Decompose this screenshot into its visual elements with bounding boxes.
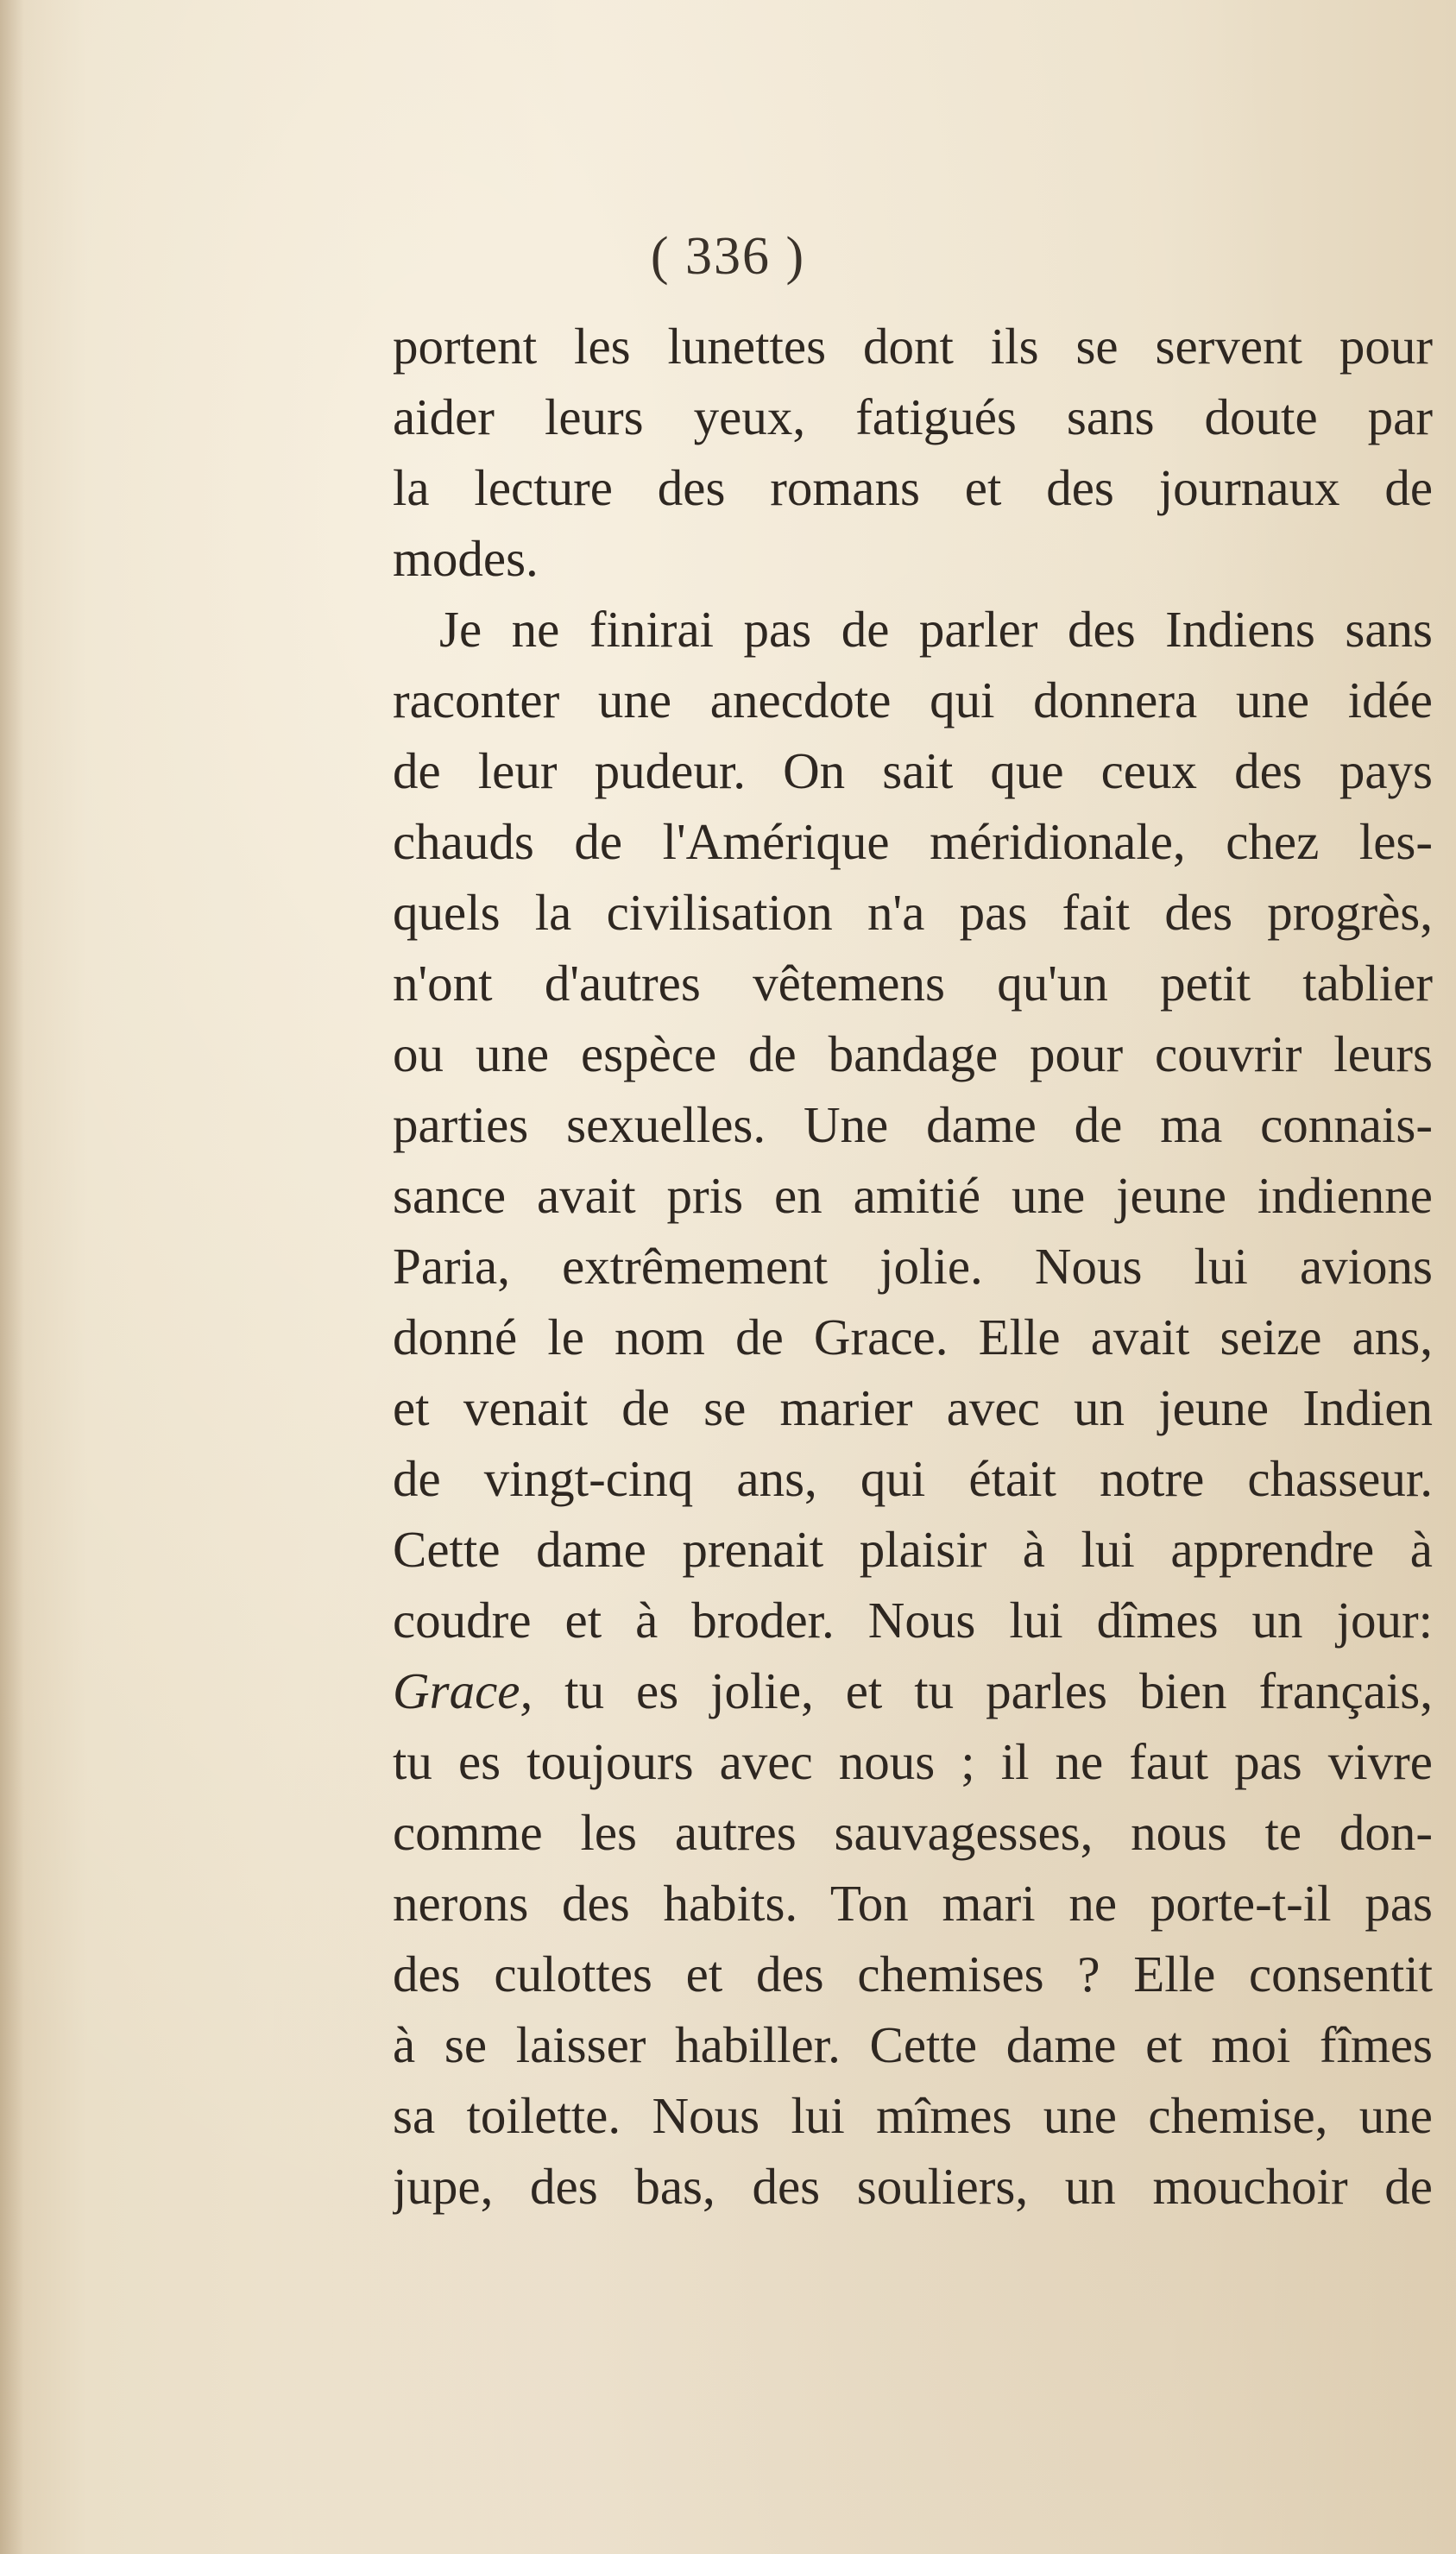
text-line: donné le nom de Grace. Elle avait seize ans, (393, 1309, 1433, 1365)
paragraph-start-line: Je ne finirai pas de parler des Indiens sans (439, 601, 1433, 658)
text-line: chauds de l'Amérique méridionale, chez les- (393, 813, 1433, 870)
text-line: Paria, extrêmement jolie. Nous lui avions (393, 1238, 1433, 1295)
text-line: quels la civilisation n'a pas fait des progrès, (393, 884, 1433, 941)
text-line: nerons des habits. Ton mari ne porte-t-il pas (393, 1875, 1433, 1932)
text-line: à se laisser habiller. Cette dame et moi fîmes (393, 2016, 1433, 2073)
text-line: n'ont d'autres vêtemens qu'un petit tablier (393, 955, 1433, 1012)
text-line: aider leurs yeux, fatigués sans doute par (393, 388, 1433, 445)
text-line: comme les autres sauvagesses, nous te don- (393, 1804, 1433, 1861)
text-line: la lecture des romans et des journaux de (393, 459, 1433, 516)
body-text (393, 311, 1433, 2222)
text-line: Cette dame prenait plaisir à lui apprendre à (393, 1521, 1433, 1578)
text-line-rest: tu es jolie, et tu parles bien français, (564, 1662, 1433, 1719)
italic-name: Grace, (393, 1662, 533, 1719)
text-line: parties sexuelles. Une dame de ma connais- (393, 1096, 1433, 1153)
text-line: modes. (393, 530, 539, 587)
text-line: et venait de se marier avec un jeune Indien (393, 1379, 1433, 1436)
text-line-with-italic (393, 1655, 1433, 1726)
text-line: raconter une anecdote qui donnera une idée (393, 672, 1433, 728)
text-line: jupe, des bas, des souliers, un mouchoir de (393, 2158, 1433, 2215)
text-line: portent les lunettes dont ils se servent pour (393, 318, 1433, 375)
text-line: des culottes et des chemises ? Elle consentit (393, 1945, 1433, 2002)
text-line: coudre et à broder. Nous lui dîmes un jour: (393, 1592, 1433, 1649)
text-line: de vingt-cinq ans, qui était notre chasseur. (393, 1450, 1433, 1507)
text-line: de leur pudeur. On sait que ceux des pays (393, 742, 1433, 799)
text-line: ou une espèce de bandage pour couvrir leurs (393, 1025, 1433, 1082)
text-line: sa toilette. Nous lui mîmes une chemise, une (393, 2087, 1433, 2144)
text-line: tu es toujours avec nous ; il ne faut pas vivre (393, 1733, 1433, 1790)
text-line: sance avait pris en amitié une jeune indienne (393, 1167, 1433, 1224)
page-number: ( 336 ) (650, 227, 806, 286)
